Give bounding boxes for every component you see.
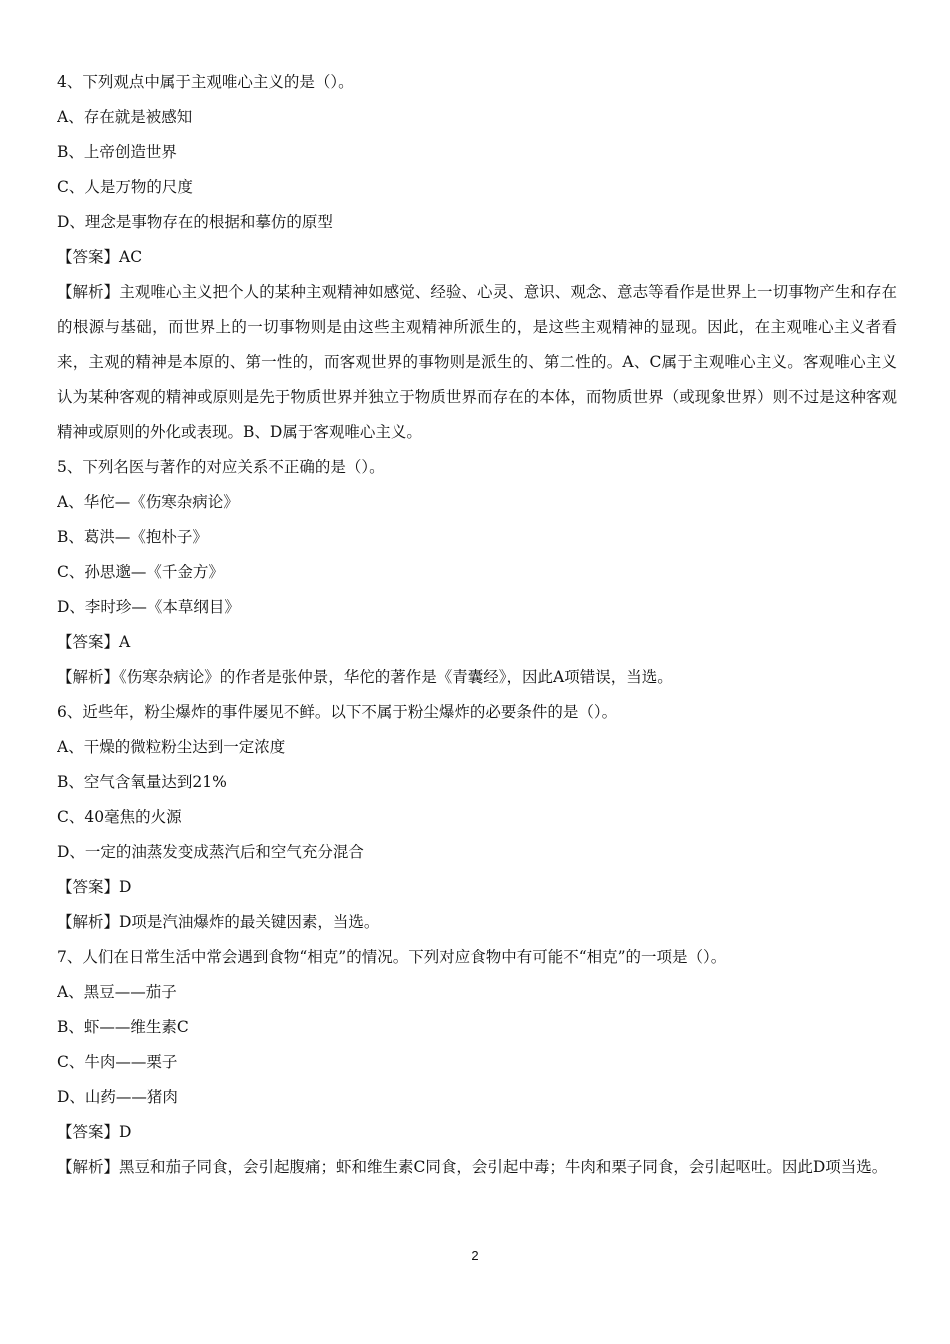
option-b: B、上帝创造世界 xyxy=(57,143,177,161)
option-d: D、李时珍—《本草纲目》 xyxy=(57,598,240,616)
question-block xyxy=(57,695,897,940)
option-d: D、一定的油蒸发变成蒸汽后和空气充分混合 xyxy=(57,843,364,861)
page-content xyxy=(57,65,897,1185)
page-number: 2 xyxy=(471,1248,479,1263)
analysis: 【解析】D项是汽油爆炸的最关键因素，当选。 xyxy=(57,913,380,931)
analysis: 【解析】《伤寒杂病论》的作者是张仲景，华佗的著作是《青囊经》，因此A项错误，当选。 xyxy=(57,668,673,686)
option-a: A、华佗—《伤寒杂病论》 xyxy=(57,493,239,511)
option-c: C、牛肉——栗子 xyxy=(57,1053,178,1071)
option-a: A、干燥的微粒粉尘达到一定浓度 xyxy=(57,738,286,756)
option-c: C、孙思邈—《千金方》 xyxy=(57,563,224,581)
question-stem: 7、人们在日常生活中常会遇到食物“相克”的情况。下列对应食物中有可能不“相克”的一项是（）。 xyxy=(57,948,727,966)
question-block xyxy=(57,65,897,450)
option-a: A、黑豆——茄子 xyxy=(57,983,177,1001)
option-c: C、40毫焦的火源 xyxy=(57,808,182,826)
answer: 【答案】D xyxy=(57,878,132,896)
question-block xyxy=(57,940,897,1185)
option-d: D、山药——猪肉 xyxy=(57,1088,178,1106)
question-stem: 5、下列名医与著作的对应关系不正确的是（）。 xyxy=(57,458,385,476)
option-a: A、存在就是被感知 xyxy=(57,108,193,126)
option-c: C、人是万物的尺度 xyxy=(57,178,193,196)
option-b: B、虾——维生素C xyxy=(57,1018,189,1036)
analysis: 【解析】主观唯心主义把个人的某种主观精神如感觉、经验、心灵、意识、观念、意志等看作是世界上一切事物产生和存在的根源与基础，而世界上的一切事物则是由这些主观精神所派生的，是这些主观精神的显现。因此，在主观唯心主义者看来，主观的精神是本原的、第一性的，而客观世界的事物则是派生的、第二性的。A、C属于主观唯心主义。客观唯心主义认为某种客观的精神或原则是先于物质世界并独立于物质世界而存在的本体，而物质世界（或现象世界）则不过是这种客观精神或原则的外化或表现。B、D属于客观唯心主义。 xyxy=(57,283,897,441)
option-d: D、理念是事物存在的根据和摹仿的原型 xyxy=(57,213,333,231)
answer: 【答案】A xyxy=(57,633,131,651)
option-b: B、葛洪—《抱朴子》 xyxy=(57,528,208,546)
question-stem: 6、近些年，粉尘爆炸的事件屡见不鲜。以下不属于粉尘爆炸的必要条件的是（）。 xyxy=(57,703,618,721)
analysis: 【解析】黑豆和茄子同食，会引起腹痛；虾和维生素C同食，会引起中毒；牛肉和栗子同食，会引起呕吐。因此D项当选。 xyxy=(57,1158,888,1176)
answer: 【答案】AC xyxy=(57,248,143,266)
answer: 【答案】D xyxy=(57,1123,132,1141)
option-b: B、空气含氧量达到21% xyxy=(57,773,227,791)
question-stem: 4、下列观点中属于主观唯心主义的是（）。 xyxy=(57,73,354,91)
question-block xyxy=(57,450,897,695)
